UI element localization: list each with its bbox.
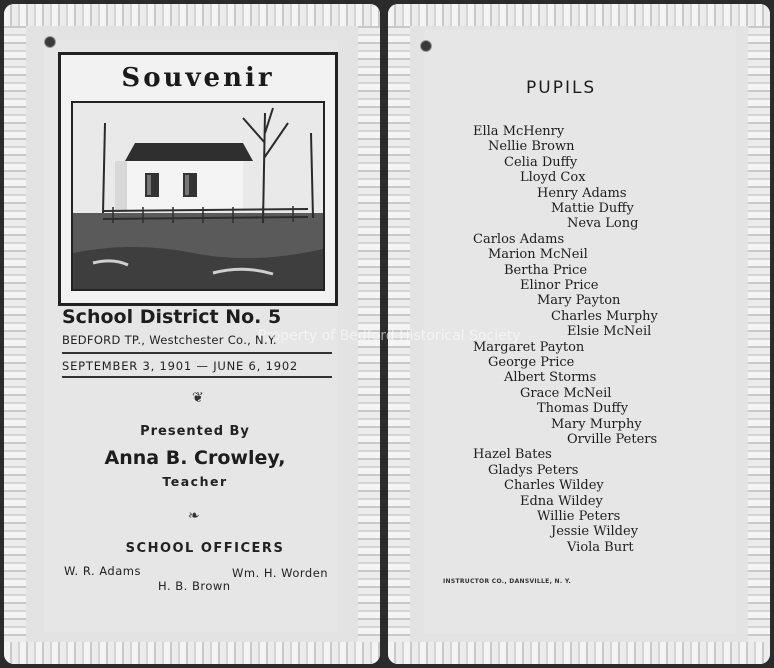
pupil-name: Grace McNeil [520, 385, 612, 401]
pupil-name: Elinor Price [520, 278, 599, 293]
pupil-name: Hazel Bates [473, 447, 552, 463]
watermark: Property of Bedford Historical Society [258, 328, 521, 344]
pupil-name: Ella McHenry [473, 124, 565, 139]
divider-rule [62, 352, 332, 354]
pupil-name: Marion McNeil [488, 247, 588, 263]
pupil-name: Orville Peters [567, 432, 658, 447]
printer-imprint: INSTRUCTOR CO., DANSVILLE, N. Y. [443, 578, 572, 585]
teacher-role: Teacher [162, 474, 228, 489]
pupil-name: Nellie Brown [488, 139, 575, 155]
officer-name: H. B. Brown [158, 579, 231, 593]
pupil-name: Viola Burt [567, 539, 634, 555]
pupil-name: Willie Peters [537, 509, 621, 524]
pupil-name: Henry Adams [537, 185, 627, 201]
pupil-name: Mattie Duffy [551, 201, 634, 216]
township-line: BEDFORD TP., Westchester Co., N.Y. [62, 333, 277, 347]
pupil-name: Neva Long [567, 216, 639, 232]
pupil-name: Lloyd Cox [520, 170, 586, 186]
presented-by-label: Presented By [140, 424, 250, 439]
pupil-name: Gladys Peters [488, 462, 579, 478]
pupil-name: Charles Murphy [551, 308, 658, 324]
pupil-name: Jessie Wildey [551, 524, 639, 540]
school-officers-heading: SCHOOL OFFICERS [125, 541, 285, 556]
pupil-name: Celia Duffy [504, 154, 578, 170]
divider-rule [62, 376, 332, 378]
school-term-dates: SEPTEMBER 3, 1901 — JUNE 6, 1902 [62, 359, 299, 373]
punch-hole [420, 40, 432, 52]
pupil-name: Charles Wildey [504, 478, 604, 494]
pupil-name: Albert Storms [504, 370, 597, 386]
souvenir-frame [58, 52, 338, 306]
punch-hole [44, 36, 56, 48]
pupil-name: Margaret Payton [473, 339, 585, 355]
officer-name: Wm. H. Worden [232, 566, 329, 580]
leaf-ornament-icon: ❧ [188, 508, 200, 524]
pupil-name: Carlos Adams [473, 231, 565, 247]
pupil-name: Mary Payton [537, 293, 621, 309]
school-district-heading: School District No. 5 [62, 306, 282, 328]
pupil-name: George Price [488, 355, 575, 370]
pupil-name: Mary Murphy [551, 416, 642, 432]
pupil-name: Thomas Duffy [537, 401, 629, 417]
souvenir-title: Souvenir [121, 63, 275, 93]
schoolhouse-photo [71, 101, 325, 291]
pupil-name: Edna Wildey [520, 493, 603, 509]
pupils-heading: PUPILS [526, 78, 597, 98]
leaf-ornament-icon: ❦ [192, 390, 204, 406]
pupil-name: Elsie McNeil [567, 324, 652, 340]
pupil-name: Bertha Price [504, 262, 588, 278]
teacher-name: Anna B. Crowley, [104, 447, 286, 469]
officer-name: W. R. Adams [64, 564, 141, 578]
